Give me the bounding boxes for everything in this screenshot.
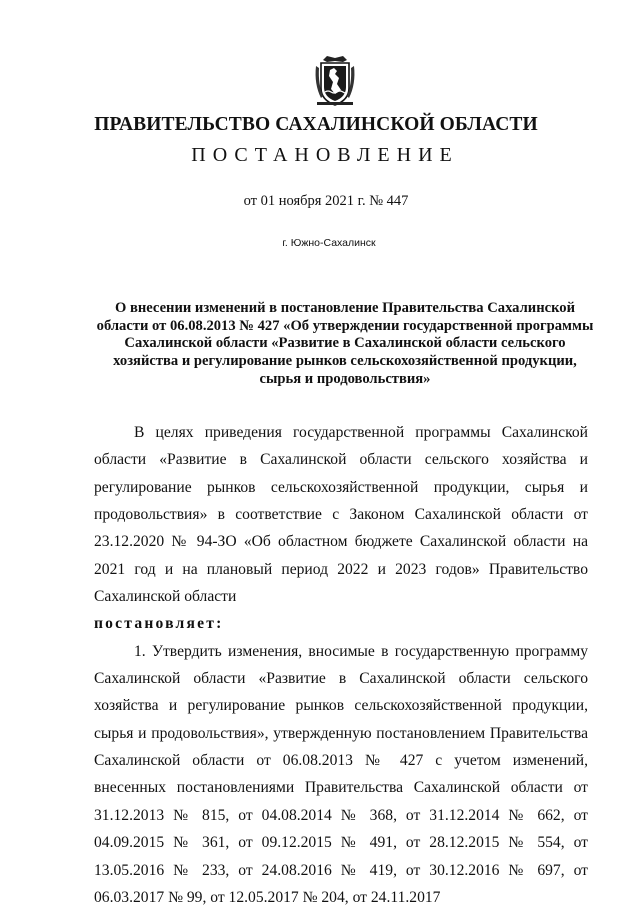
preamble-paragraph: В целях приведения государственной программы Сахалинской области «Развитие в Сахалинской области сельского хозяйства и регулирование рынков сельскохозяйственной продукции, сырья и продовольствия» в соответствие с Законом Сахалинской области от 23.12.2020 № 94-ЗО «Об областном бюджете Сахалинской области на 2021 год и на плановый период 2022 и 2023 годов» Правительство Сахалинской области bbox=[94, 424, 588, 606]
document-date-number: от 01 ноября 2021 г. № 447 bbox=[243, 193, 409, 209]
document-body bbox=[94, 419, 588, 911]
document-subject: О внесении изменений в постановление Правительства Сахалинской области от 06.08.2013 № 427 «Об утверждении государственной программы Сахалинской области «Развитие в Сахалинской области сельского хозяйства и регулирование рынков сельскохозяйственной продукции, сырья и продовольствия» bbox=[96, 300, 594, 387]
decree-word: постановляет: bbox=[94, 615, 224, 633]
item-1-paragraph: 1. Утвердить изменения, вносимые в государственную программу Сахалинской области «Развитие в Сахалинской области сельского хозяйства и регулирование рынков сельскохозяйственной продукции, сырья и продовольствия», утвержденную постановлением Правительства Сахалинской области от 06.08.2013 № 427 с учетом изменений, внесенных постановлениями Правительства Сахалинской области от 31.12.2013 № 815, от 04.08.2014 № 368, от 31.12.2014 № 662, от 04.09.2015 № 361, от 09.12.2015 № 491, от 28.12.2015 № 554, от 13.05.2016 № 233, от 24.08.2016 № 419, от 30.12.2016 № 697, от 06.03.2017 № 99, от 12.05.2017 № 204, от 24.11.2017 bbox=[94, 642, 588, 906]
document-type: ПОСТАНОВЛЕНИЕ bbox=[191, 144, 459, 166]
government-title: ПРАВИТЕЛЬСТВО САХАЛИНСКОЙ ОБЛАСТИ bbox=[94, 114, 538, 135]
coat-of-arms-icon bbox=[313, 54, 357, 108]
document-city: г. Южно-Сахалинск bbox=[282, 237, 376, 249]
